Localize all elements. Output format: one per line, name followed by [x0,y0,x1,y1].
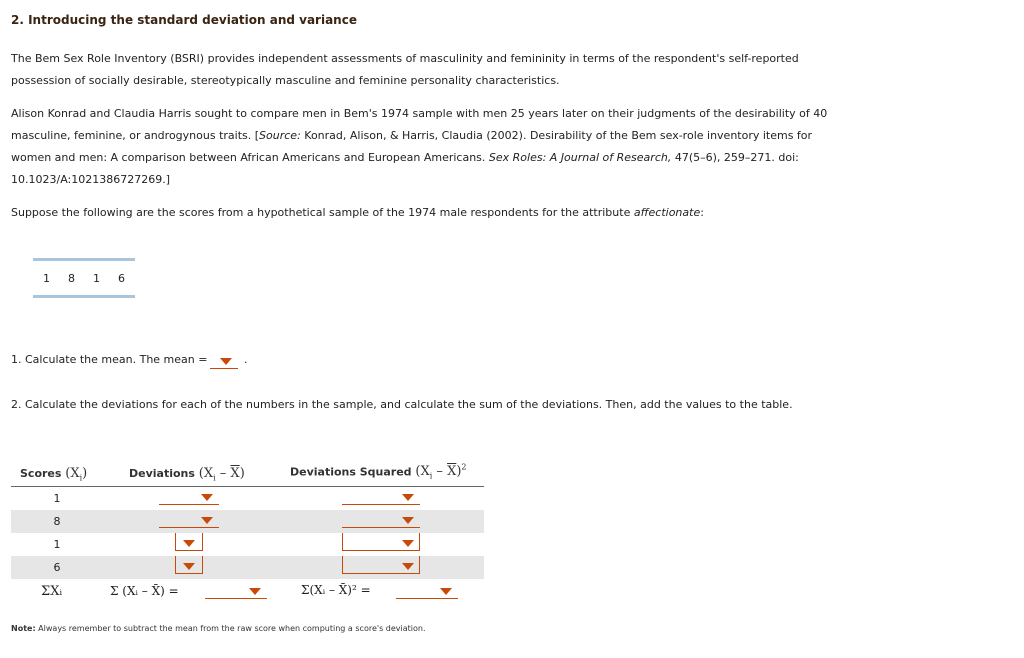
text-span: : [700,206,704,219]
deviation-dropdown[interactable] [159,490,219,505]
sample-score: 1 [43,271,50,285]
text-line: The Bem Sex Role Inventory (BSRI) provides independent assessments of masculinity and femininity in terms of the respondent's self-reported [11,52,799,65]
divider [419,556,420,573]
caret-down-icon [183,540,195,547]
caret-down-icon [249,588,261,595]
text-line: Alison Konrad and Claudia Harris sought to compare men in Bem's 1974 sample with men 25 years later on their judgments of the desirability of 40 [11,107,828,120]
text-line [11,147,1011,169]
sum-deviations-dropdown[interactable] [205,584,267,599]
text-span: Suppose the following are the scores from a hypothetical sample of the 1974 male respondents for the attribute [11,206,634,219]
divider [342,556,343,573]
sample-scores-table [33,258,135,298]
text-span: women and men: A comparison between African Americans and European Americans. [11,151,489,164]
sum-squared-dropdown[interactable] [396,584,458,599]
deviation-squared-dropdown[interactable] [342,490,420,505]
attribute-name: affectionate [633,206,701,219]
divider [419,533,420,550]
source-paragraph [11,103,1011,191]
caret-down-icon [201,494,213,501]
caret-down-icon [220,358,232,365]
sum-squared-label: Σ(Xᵢ – X̄)² = [301,583,371,597]
sample-score: 8 [68,271,75,285]
table-header [11,459,484,487]
score-cell: 1 [53,492,61,505]
text-line: 10.1023/A:1021386727269.] [11,173,171,186]
divider [342,533,343,550]
question-1-suffix: . [244,353,248,366]
sum-scores-label: ΣXᵢ [41,584,63,599]
table-row [11,533,484,556]
divider [175,533,176,550]
sum-deviations-label: Σ (Xᵢ – X̄) = [110,584,179,598]
mean-dropdown[interactable] [210,354,238,369]
deviation-dropdown[interactable] [159,513,219,528]
sample-score: 6 [118,271,125,285]
question-1 [11,353,207,366]
divider [202,556,203,573]
header-deviations: Deviations $(X_i - \overline{X})$ [129,466,245,483]
header-label: Deviations Squared [290,465,412,479]
sum-row [11,581,484,605]
deviation-dropdown[interactable] [175,559,203,574]
score-cell: 6 [53,561,61,574]
section-title: 2. Introducing the standard deviation and variance [11,13,357,27]
caret-down-icon [201,517,213,524]
caret-down-icon [402,540,414,547]
header-scores: Scores $(X_i)$ [20,466,88,483]
table-row [11,487,484,510]
question-2: 2. Calculate the deviations for each of the numbers in the sample, and calculate the sum of the deviations. Then, add the values to the table. [11,398,793,411]
deviation-squared-dropdown[interactable] [342,513,420,528]
deviation-dropdown[interactable] [175,536,203,551]
table-row [11,556,484,579]
caret-down-icon [402,563,414,570]
divider [175,556,176,573]
intro-paragraph [11,48,1011,92]
deviation-squared-dropdown[interactable] [342,559,420,574]
divider [202,533,203,550]
note [11,624,426,633]
text-span: 47(5–6), 259–271. doi: [671,151,799,164]
deviation-squared-dropdown[interactable] [342,536,420,551]
question-1-text: 1. Calculate the mean. The mean = [11,353,208,366]
header-deviations-squared: Deviations Squared $(X_i - \overline{X})^2$ [290,463,467,481]
note-text: Always remember to subtract the mean from the raw score when computing a score's deviation. [35,624,426,633]
source-label: Source: [259,129,301,142]
caret-down-icon [402,517,414,524]
caret-down-icon [402,494,414,501]
text-line: possession of socially desirable, stereotypically masculine and feminine personality characteristics. [11,74,560,87]
caret-down-icon [183,563,195,570]
note-label: Note: [11,624,36,633]
sample-score: 1 [93,271,100,285]
score-cell: 8 [53,515,61,528]
header-label: Deviations [129,467,195,480]
table-row [11,510,484,533]
caret-down-icon [440,588,452,595]
text-line [11,125,1011,147]
header-label: Scores [20,467,62,480]
text-span: Konrad, Alison, & Harris, Claudia (2002). Desirability of the Bem sex-role inventory items for [300,129,813,142]
text-span: masculine, feminine, or androgynous traits. [ [11,129,260,142]
score-cell: 1 [53,538,61,551]
sample-intro [11,202,1011,224]
journal-name: Sex Roles: A Journal of Research, [488,151,672,164]
